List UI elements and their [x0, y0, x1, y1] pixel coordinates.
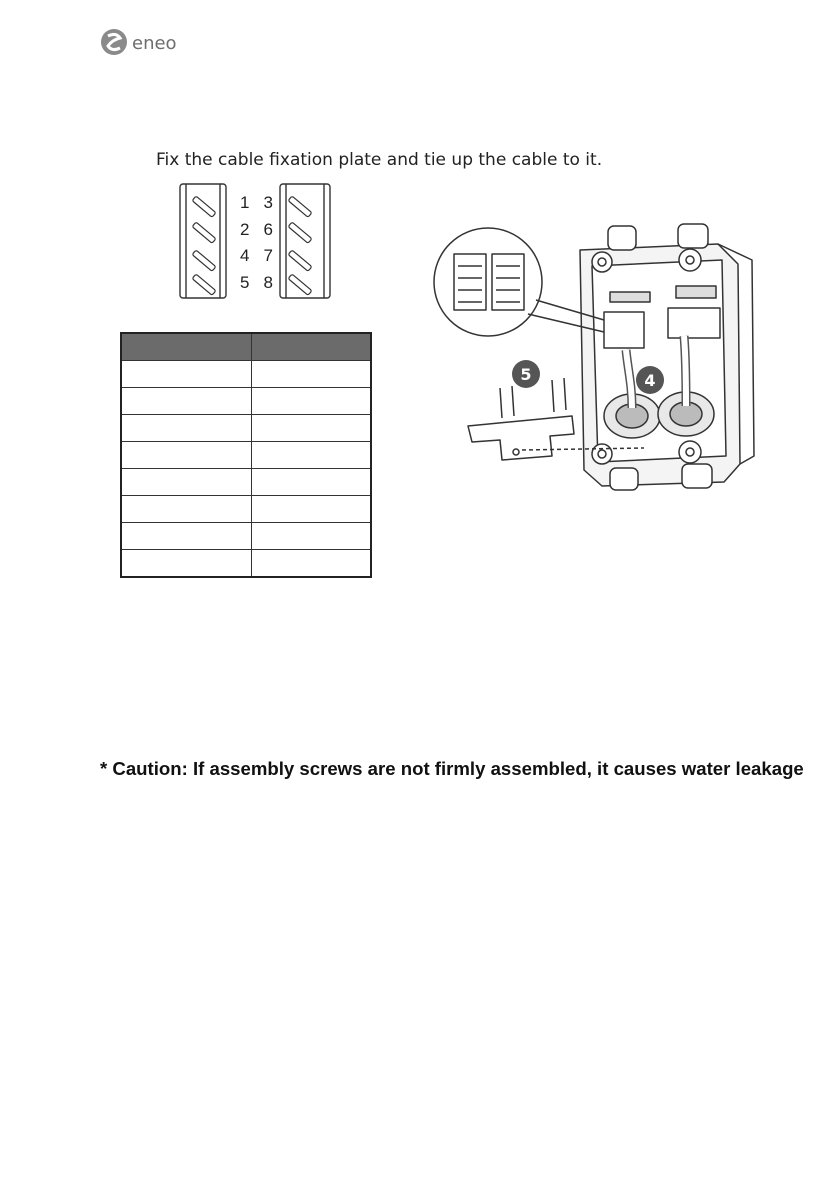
callout-number: 4	[644, 371, 656, 390]
table-header-cell	[252, 333, 372, 361]
pin-number-labels	[240, 190, 273, 296]
pin-row	[240, 243, 273, 270]
table-cell	[121, 550, 252, 578]
table-row	[121, 442, 371, 469]
wiring-table	[120, 332, 372, 578]
pin-number: 6	[263, 219, 273, 239]
pin-number: 2	[240, 219, 250, 239]
table-cell	[252, 415, 372, 442]
caution-note: * Caution: If assembly screws are not firmly assembled, it causes water leakage	[100, 758, 804, 779]
table-row	[121, 523, 371, 550]
pin-number: 4	[240, 246, 250, 265]
table-cell	[252, 388, 372, 415]
table-row	[121, 469, 371, 496]
table-row	[121, 415, 371, 442]
pin-number: 5	[240, 272, 250, 292]
table-cell	[121, 388, 252, 415]
pin-number: 1	[240, 193, 250, 212]
callout-badge	[512, 360, 540, 388]
eneo-logo	[98, 24, 198, 64]
callout-number: 5	[520, 365, 532, 384]
table-cell	[252, 469, 372, 496]
table-cell	[121, 469, 252, 496]
callout-badge	[636, 366, 664, 394]
junction-box-diagram	[432, 220, 764, 502]
table-header-row	[121, 333, 371, 361]
table-cell	[252, 550, 372, 578]
pin-row	[240, 217, 273, 244]
table-cell	[121, 523, 252, 550]
pin-number: 8	[263, 272, 273, 292]
table-row	[121, 388, 371, 415]
table-row	[121, 496, 371, 523]
pin-number: 7	[263, 246, 273, 265]
table-header-cell	[121, 333, 252, 361]
instruction-text: Fix the cable fixation plate and tie up the cable to it.	[156, 150, 603, 170]
pin-row	[240, 190, 273, 217]
table-cell	[121, 415, 252, 442]
table-cell	[252, 523, 372, 550]
table-cell	[121, 361, 252, 388]
table-cell	[252, 442, 372, 469]
pin-row	[240, 270, 273, 297]
table-cell	[121, 442, 252, 469]
pin-number: 3	[263, 193, 273, 212]
table-cell	[252, 496, 372, 523]
table-cell	[121, 496, 252, 523]
table-cell	[252, 361, 372, 388]
table-row	[121, 361, 371, 388]
brand-name: eneo	[132, 33, 177, 54]
table-row	[121, 550, 371, 578]
